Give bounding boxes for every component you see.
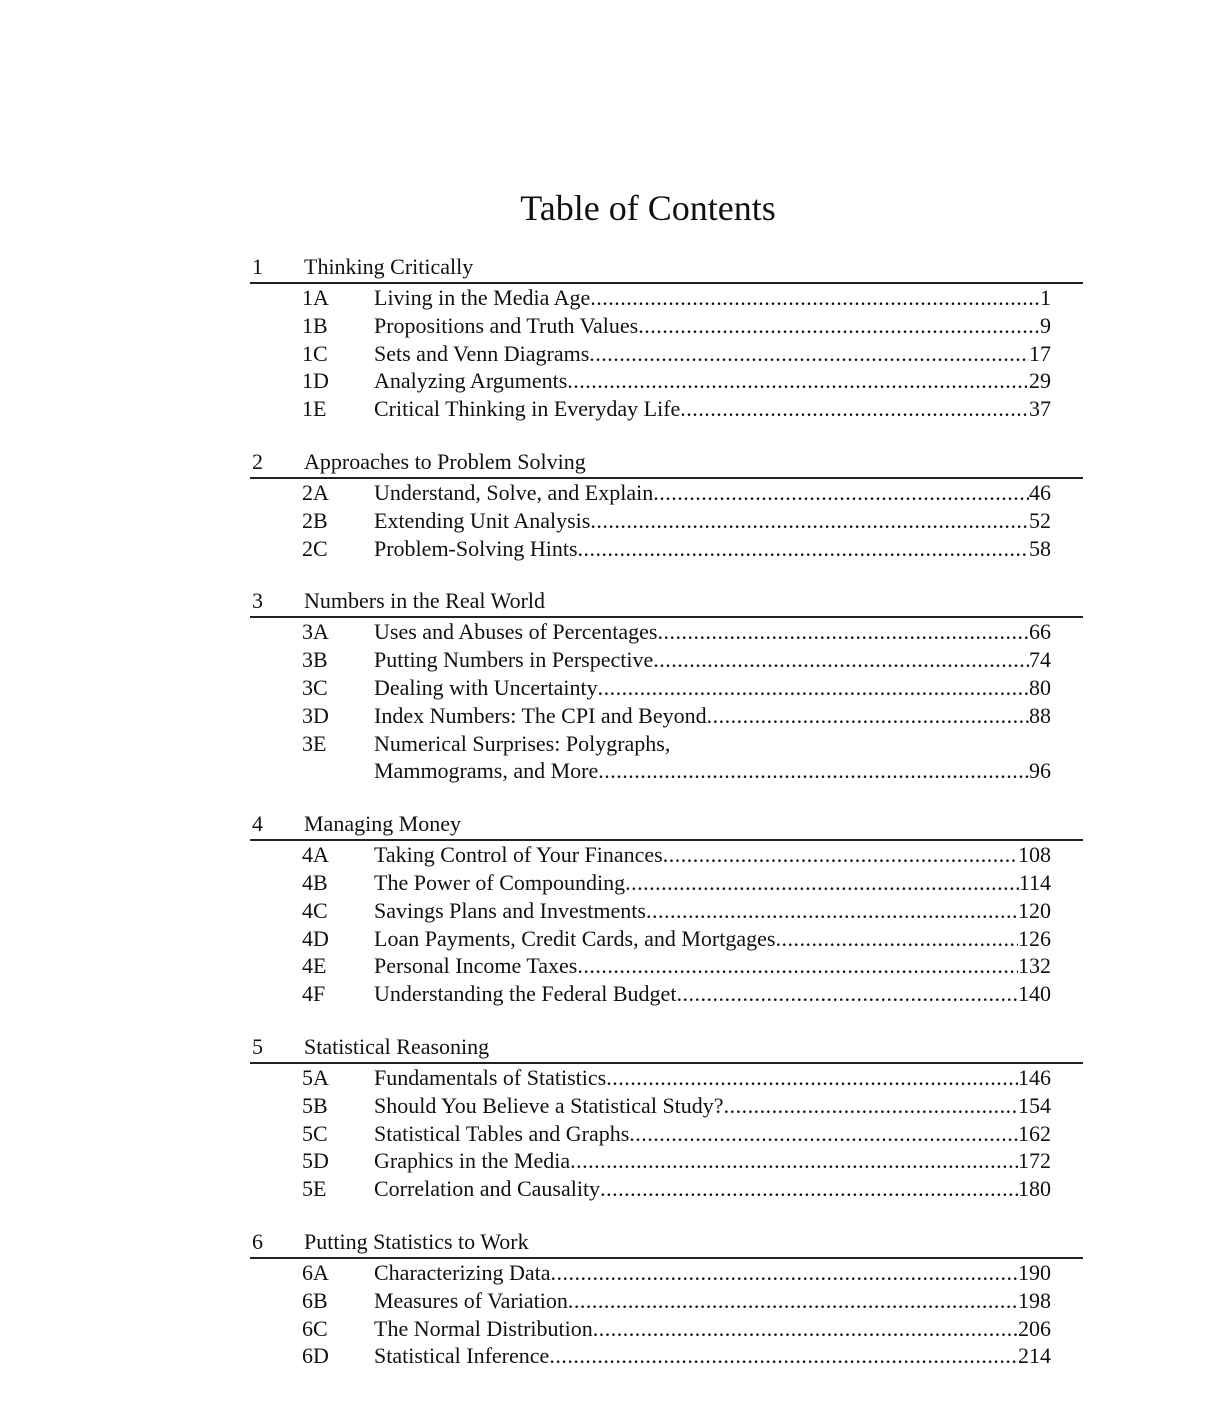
page-number: 162 <box>1018 1120 1051 1146</box>
page-title: Table of Contents <box>520 188 776 228</box>
section-body <box>374 869 1051 897</box>
toc-entry <box>250 618 1051 646</box>
section-code: 6B <box>302 1287 328 1313</box>
section-body <box>374 980 1051 1008</box>
dot-leader <box>549 1342 1018 1370</box>
toc-entry <box>250 841 1051 869</box>
section-title: Should You Believe a Statistical Study? <box>374 1092 724 1118</box>
toc-entry <box>250 1315 1051 1343</box>
section-body <box>374 646 1051 674</box>
dot-leader <box>551 1259 1018 1287</box>
section-body <box>374 340 1051 368</box>
dot-leader <box>658 618 1030 646</box>
dot-leader <box>568 1287 1018 1315</box>
toc-entry <box>250 1342 1051 1370</box>
page-number: 29 <box>1029 368 1051 394</box>
section-body <box>374 1287 1051 1315</box>
section-title: Analyzing Arguments <box>374 368 568 394</box>
section-title: Measures of Variation <box>374 1287 568 1313</box>
dot-leader <box>606 1064 1018 1092</box>
chapter-title: Managing Money <box>304 811 462 837</box>
section-title: Savings Plans and Investments <box>374 897 646 923</box>
section-code: 6C <box>302 1315 328 1341</box>
section-title: Extending Unit Analysis <box>374 507 591 533</box>
section-title: Graphics in the Media <box>374 1148 571 1174</box>
toc-entry <box>250 702 1051 730</box>
section-list <box>250 1064 1083 1203</box>
section-title: Mammograms, and More <box>374 758 599 784</box>
dot-leader <box>590 284 1040 312</box>
section-code: 4C <box>302 897 328 923</box>
section-title: Personal Income Taxes <box>374 953 578 979</box>
section-body <box>374 367 1051 395</box>
section-body <box>374 1147 1051 1175</box>
section-body <box>374 952 1051 980</box>
dot-leader <box>724 1092 1018 1120</box>
section-code: 5E <box>302 1176 327 1202</box>
page-number: 140 <box>1018 981 1051 1007</box>
section-list <box>250 618 1083 785</box>
toc-entry <box>250 1092 1051 1120</box>
page-number: 52 <box>1029 507 1051 533</box>
section-body <box>374 1064 1051 1092</box>
section-title: The Power of Compounding <box>374 869 626 895</box>
dot-leader <box>676 980 1018 1008</box>
chapter-6 <box>250 1227 1083 1370</box>
section-title: Sets and Venn Diagrams <box>374 340 590 366</box>
page-number: 146 <box>1018 1064 1051 1090</box>
section-code: 4D <box>302 925 329 951</box>
toc-entry <box>250 479 1051 507</box>
section-code: 1C <box>302 340 328 366</box>
chapter-heading <box>250 586 1083 618</box>
page-number: 74 <box>1029 647 1051 673</box>
chapter-heading <box>250 447 1083 479</box>
section-code: 3D <box>302 702 329 728</box>
section-code: 1E <box>302 396 327 422</box>
dot-leader <box>638 312 1040 340</box>
section-title: The Normal Distribution <box>374 1315 593 1341</box>
dot-leader <box>663 841 1018 869</box>
chapter-number: 6 <box>252 1228 263 1254</box>
section-title: Taking Control of Your Finances <box>374 842 663 868</box>
chapter-title: Thinking Critically <box>304 254 474 279</box>
chapter-title: Numbers in the Real World <box>304 588 546 614</box>
toc-entry <box>250 367 1051 395</box>
dot-leader <box>593 1315 1018 1343</box>
section-list <box>250 841 1083 1008</box>
toc-entry <box>250 952 1051 980</box>
section-code: 5C <box>302 1120 328 1146</box>
dot-leader <box>577 952 1018 980</box>
page-number: 214 <box>1018 1343 1051 1369</box>
section-body <box>374 1342 1051 1370</box>
section-code: 5B <box>302 1092 328 1118</box>
dot-leader <box>629 1120 1018 1148</box>
section-body <box>374 897 1051 925</box>
section-code: 1D <box>302 368 329 394</box>
section-body <box>374 284 1051 312</box>
dot-leader <box>600 1175 1018 1203</box>
chapter-heading <box>250 809 1083 841</box>
page-number: 46 <box>1029 479 1051 505</box>
section-code: 4B <box>302 869 328 895</box>
section-body <box>374 618 1051 646</box>
toc-entry <box>250 869 1051 897</box>
chapter-number: 4 <box>252 811 263 837</box>
page-number: 17 <box>1029 340 1051 366</box>
section-list <box>250 479 1083 562</box>
section-code: 2A <box>302 479 329 505</box>
toc-entry <box>250 730 1051 786</box>
chapter-title: Statistical Reasoning <box>304 1033 490 1059</box>
page-number: 154 <box>1018 1092 1051 1118</box>
dot-leader <box>680 395 1029 423</box>
chapter-heading <box>250 1227 1083 1259</box>
toc-entry <box>250 1064 1051 1092</box>
toc-entry <box>250 1287 1051 1315</box>
chapter-number: 1 <box>252 254 263 279</box>
dot-leader <box>590 507 1029 535</box>
page-number: 9 <box>1040 312 1051 338</box>
section-code: 2B <box>302 507 328 533</box>
chapter-5 <box>250 1032 1083 1203</box>
section-title: Correlation and Causality <box>374 1176 601 1202</box>
chapter-4 <box>250 809 1083 1008</box>
section-title: Propositions and Truth Values <box>374 312 639 338</box>
table-of-contents <box>250 252 1083 1394</box>
section-body <box>374 1259 1051 1287</box>
section-title: Loan Payments, Credit Cards, and Mortgages <box>374 925 776 951</box>
page-number: 172 <box>1018 1148 1051 1174</box>
dot-leader <box>598 674 1029 702</box>
toc-entry <box>250 312 1051 340</box>
toc-entry <box>250 1120 1051 1148</box>
section-code: 5A <box>302 1064 329 1090</box>
section-body <box>374 1120 1051 1148</box>
section-title: Index Numbers: The CPI and Beyond <box>374 702 707 728</box>
dot-leader <box>589 340 1029 368</box>
chapter-3 <box>250 586 1083 785</box>
section-body <box>374 674 1051 702</box>
section-code: 1B <box>302 312 328 338</box>
section-body <box>374 479 1051 507</box>
section-body <box>374 702 1051 730</box>
page-number: 132 <box>1018 953 1051 979</box>
dot-leader <box>707 702 1029 730</box>
section-code: 4A <box>302 842 329 868</box>
section-title: Problem-Solving Hints <box>374 535 578 561</box>
chapter-2 <box>250 447 1083 562</box>
chapter-heading <box>250 252 1083 284</box>
section-code: 1A <box>302 285 329 310</box>
section-body <box>374 925 1051 953</box>
dot-leader <box>653 646 1029 674</box>
section-title: Dealing with Uncertainty <box>374 674 598 700</box>
section-code: 3E <box>302 730 327 756</box>
section-code: 3B <box>302 647 328 673</box>
section-title: Numerical Surprises: Polygraphs, <box>374 730 671 756</box>
section-code: 2C <box>302 535 328 561</box>
section-title: Critical Thinking in Everyday Life <box>374 396 681 422</box>
section-code: 6D <box>302 1343 329 1369</box>
section-body <box>374 395 1051 423</box>
toc-entry <box>250 284 1051 312</box>
section-body <box>374 1175 1051 1203</box>
section-body <box>374 841 1051 869</box>
section-title: Statistical Tables and Graphs <box>374 1120 630 1146</box>
page-number: 1 <box>1040 285 1051 310</box>
toc-entry <box>250 507 1051 535</box>
toc-entry <box>250 674 1051 702</box>
section-body <box>374 535 1051 563</box>
page-number: 120 <box>1018 897 1051 923</box>
toc-entry <box>250 646 1051 674</box>
section-body <box>374 1092 1051 1120</box>
toc-entry <box>250 535 1051 563</box>
page-number: 206 <box>1018 1315 1051 1341</box>
toc-entry <box>250 340 1051 368</box>
section-title: Statistical Inference <box>374 1343 550 1369</box>
section-title: Putting Numbers in Perspective <box>374 647 654 673</box>
toc-entry <box>250 980 1051 1008</box>
toc-entry <box>250 1147 1051 1175</box>
page-number: 66 <box>1029 619 1051 645</box>
chapter-title: Putting Statistics to Work <box>304 1228 529 1254</box>
section-list <box>250 284 1083 423</box>
chapter-title: Approaches to Problem Solving <box>304 448 586 474</box>
chapter-number: 5 <box>252 1033 263 1059</box>
section-code: 4F <box>302 981 326 1007</box>
dot-leader <box>625 869 1019 897</box>
page-number: 58 <box>1029 535 1051 561</box>
section-title: Living in the Media Age <box>374 285 591 310</box>
section-list <box>250 1259 1083 1370</box>
page-number: 88 <box>1029 702 1051 728</box>
section-title: Fundamentals of Statistics <box>374 1064 607 1090</box>
dot-leader <box>598 757 1029 785</box>
chapter-1 <box>250 252 1083 423</box>
page-number: 80 <box>1029 674 1051 700</box>
page-number: 126 <box>1018 925 1051 951</box>
page-number: 96 <box>1029 758 1051 784</box>
section-title: Uses and Abuses of Percentages <box>374 619 658 645</box>
toc-entry <box>250 1259 1051 1287</box>
section-body <box>374 312 1051 340</box>
toc-entry <box>250 897 1051 925</box>
chapter-number: 3 <box>252 588 263 614</box>
toc-entry <box>250 925 1051 953</box>
section-title: Understand, Solve, and Explain <box>374 479 654 505</box>
chapter-heading <box>250 1032 1083 1064</box>
section-body <box>374 507 1051 535</box>
toc-entry <box>250 1175 1051 1203</box>
section-code: 4E <box>302 953 327 979</box>
dot-leader <box>578 535 1029 563</box>
dot-leader <box>775 925 1018 953</box>
chapter-number: 2 <box>252 448 263 474</box>
section-code: 5D <box>302 1148 329 1174</box>
page-number: 37 <box>1029 396 1051 422</box>
dot-leader <box>570 1147 1018 1175</box>
page-number: 180 <box>1018 1176 1051 1202</box>
page-number: 198 <box>1018 1287 1051 1313</box>
page-number: 190 <box>1018 1259 1051 1285</box>
dot-leader <box>646 897 1018 925</box>
page-number: 108 <box>1018 842 1051 868</box>
page-number: 114 <box>1018 869 1051 895</box>
section-title: Understanding the Federal Budget <box>374 981 677 1007</box>
section-title: Characterizing Data <box>374 1259 551 1285</box>
toc-entry <box>250 395 1051 423</box>
section-code: 3A <box>302 619 329 645</box>
section-body <box>374 730 1051 786</box>
dot-leader <box>567 367 1029 395</box>
section-body <box>374 1315 1051 1343</box>
dot-leader <box>653 479 1029 507</box>
section-code: 3C <box>302 674 328 700</box>
section-code: 6A <box>302 1259 329 1285</box>
